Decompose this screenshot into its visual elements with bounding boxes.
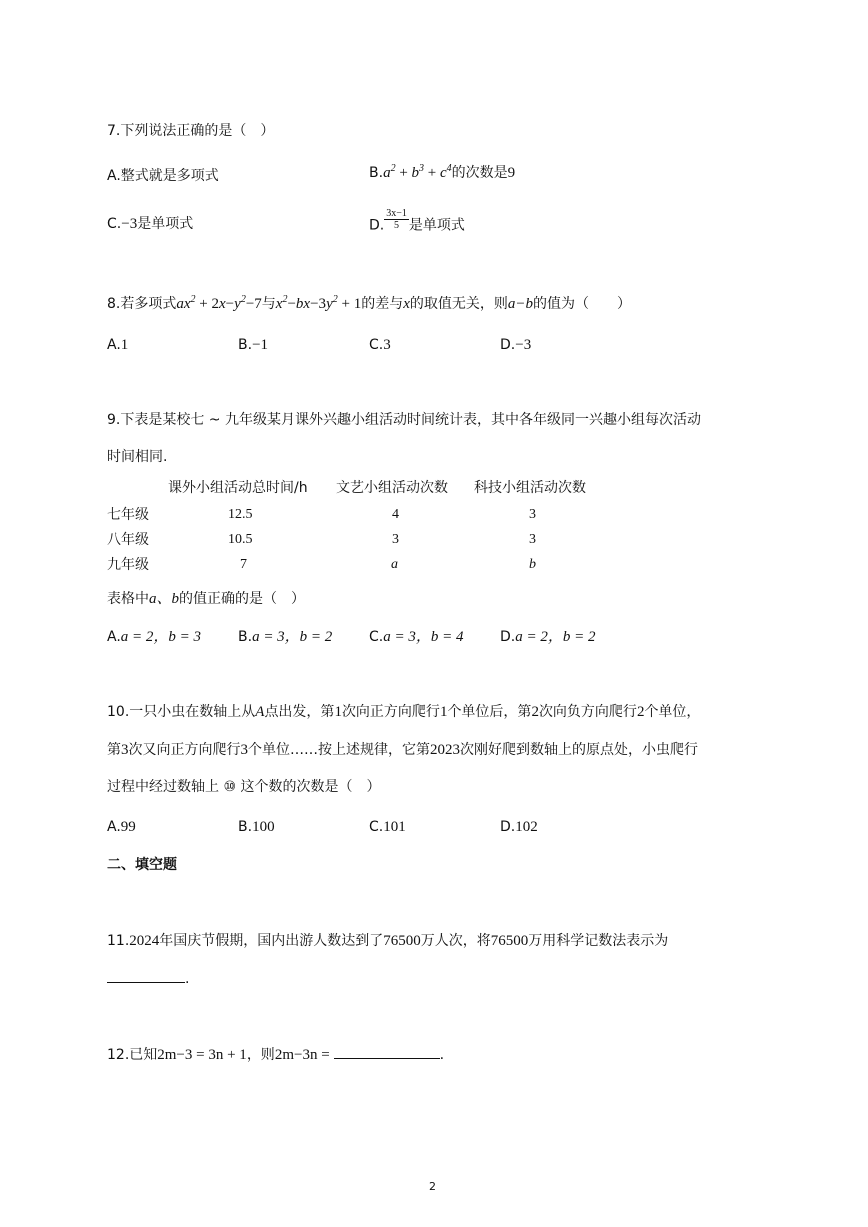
q9-option-a: A.a = 2，b = 3 bbox=[107, 629, 202, 645]
q7-option-b: $B.a^2 + b^3 + c^4$的次数是9 bbox=[369, 163, 516, 181]
table-row-grade: 八年级 bbox=[107, 532, 149, 548]
table-cell-tech: b bbox=[529, 557, 536, 572]
q8-option-d: D.−3 bbox=[500, 337, 532, 353]
q7-stem: 7.下列说法正确的是（ ） bbox=[107, 123, 275, 139]
q8-option-b: B.−1 bbox=[238, 337, 269, 353]
table-cell-arts: a bbox=[391, 557, 398, 572]
table-cell-arts: 4 bbox=[392, 507, 399, 522]
q11-line1: 11.2024年国庆节假期，国内出游人数达到了76500万人次，将76500万用科学记数法表示为 bbox=[107, 933, 669, 949]
q7-option-a: A.整式就是多项式 bbox=[107, 168, 219, 184]
q10-option-d: D.102 bbox=[500, 819, 538, 835]
table-cell-arts: 3 bbox=[392, 532, 399, 547]
q10-line3: 过程中经过数轴上 ⑩ 这个数的次数是（ ） bbox=[107, 779, 381, 795]
q8-stem: 8.若多项式$ax^2 + 2x-y^2-7$与$x^2-bx-3y^2 + 1$的差与x的取值无关，则a−b的值为（ ） bbox=[107, 294, 631, 312]
q12-expression: 2m−3n = bbox=[274, 1047, 330, 1063]
q8-option-c: C.3 bbox=[369, 337, 391, 353]
q9-option-c: C.a = 3，b = 4 bbox=[369, 629, 464, 645]
table-header-time: 课外小组活动总时间/h bbox=[168, 480, 308, 496]
q9-option-b: B.a = 3，b = 2 bbox=[238, 629, 333, 645]
q7-option-b-expression: $a^2$ bbox=[383, 163, 396, 181]
q7-option-d: D. $\frac{3x-1}{5}$ 是单项式 bbox=[369, 208, 465, 234]
table-cell-tech: 3 bbox=[529, 507, 536, 522]
q10-line1: 10.一只小虫在数轴上从A点出发，第1次向正方向爬行1个单位后，第2次向负方向爬行2个单位， bbox=[107, 704, 701, 720]
table-header-arts: 文艺小组活动次数 bbox=[336, 480, 448, 496]
page-number: 2 bbox=[429, 1180, 436, 1193]
table-cell-time: 12.5 bbox=[228, 507, 253, 522]
q7-fraction: $\frac{3x-1}{5}$ bbox=[386, 208, 407, 231]
q9-option-d: D.a = 2，b = 2 bbox=[500, 629, 596, 645]
section-heading: 二、填空题 bbox=[107, 857, 177, 873]
q7-option-c: C.−3是单项式 bbox=[107, 216, 194, 232]
q10-option-a: A.99 bbox=[107, 819, 136, 835]
q12-equation: 2m−3 = 3n + 1 bbox=[157, 1047, 247, 1063]
table-cell-tech: 3 bbox=[529, 532, 536, 547]
q9-stem-line2: 时间相同. bbox=[107, 449, 168, 465]
q11-answer-line: . bbox=[107, 968, 189, 989]
q8-option-a: A.1 bbox=[107, 337, 129, 353]
table-header-tech: 科技小组活动次数 bbox=[474, 480, 586, 496]
q9-question: 表格中a、b的值正确的是（ ） bbox=[107, 591, 306, 607]
q12-line: 12.已知2m−3 = 3n + 1，则2m−3n = . bbox=[107, 1044, 444, 1065]
table-cell-time: 10.5 bbox=[228, 532, 253, 547]
table-row-grade: 七年级 bbox=[107, 507, 149, 523]
q9-stem-line1: 9.下表是某校七 ~ 九年级某月课外兴趣小组活动时间统计表，其中各年级同一兴趣小组每次活动 bbox=[107, 412, 701, 428]
table-row-grade: 九年级 bbox=[107, 557, 149, 573]
q10-option-c: C.101 bbox=[369, 819, 406, 835]
table-cell-time: 7 bbox=[240, 557, 247, 572]
q11-answer-blank[interactable] bbox=[107, 968, 185, 983]
q10-line2: 第3次又向正方向爬行3个单位……按上述规律，它第2023次刚好爬到数轴上的原点处，小虫爬行 bbox=[107, 742, 698, 758]
q10-option-b: B.100 bbox=[238, 819, 275, 835]
q12-answer-blank[interactable] bbox=[334, 1044, 440, 1059]
